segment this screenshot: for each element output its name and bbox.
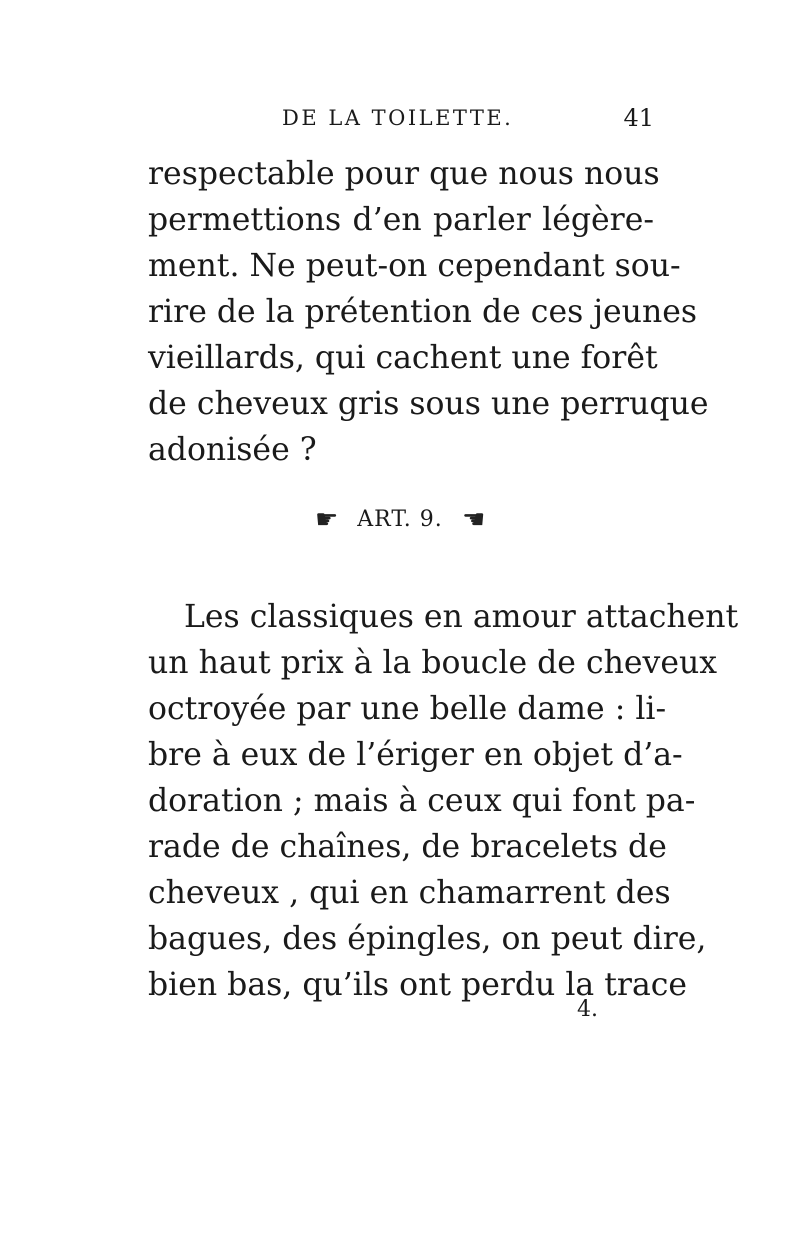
pointing-hand-left-icon: ☛ [460,505,486,535]
text-line: adonisée ? [148,432,317,468]
text-line: bien bas, qu’ils ont perdu la trace [148,967,688,1003]
text-line: bagues, des épingles, on peut dire, [148,921,707,957]
article-heading [0,505,800,535]
text-line: de cheveux gris sous une perruque [148,386,709,422]
text-line: permettions d’en parler légère- [148,202,654,238]
text-line: Les classiques en amour attachent [184,599,739,635]
text-line: rade de chaînes, de bracelets de [148,829,667,865]
running-head [148,104,654,134]
text-line: respectable pour que nous nous [148,156,660,192]
text-line: cheveux , qui en chamarrent des [148,875,671,911]
text-line: un haut prix à la boucle de cheveux [148,645,718,681]
text-line: octroyée par une belle dame : li- [148,691,667,727]
article-label: ART. 9. [357,507,443,532]
text-line: rire de la prétention de ces jeunes [148,294,698,330]
paragraph-continued [148,151,709,473]
signature-mark: 4. [577,997,598,1022]
pointing-hand-right-icon: ☛ [314,505,340,535]
page-number: 41 [623,104,654,132]
text-line: ment. Ne peut-on cependant sou- [148,248,681,284]
paragraph-article-9 [148,594,739,1008]
text-line: vieillards, qui cachent une forêt [148,340,658,376]
text-line: bre à eux de l’ériger en objet d’a- [148,737,683,773]
running-title: DE LA TOILETTE. [282,106,514,130]
text-line: doration ; mais à ceux qui font pa- [148,783,696,819]
